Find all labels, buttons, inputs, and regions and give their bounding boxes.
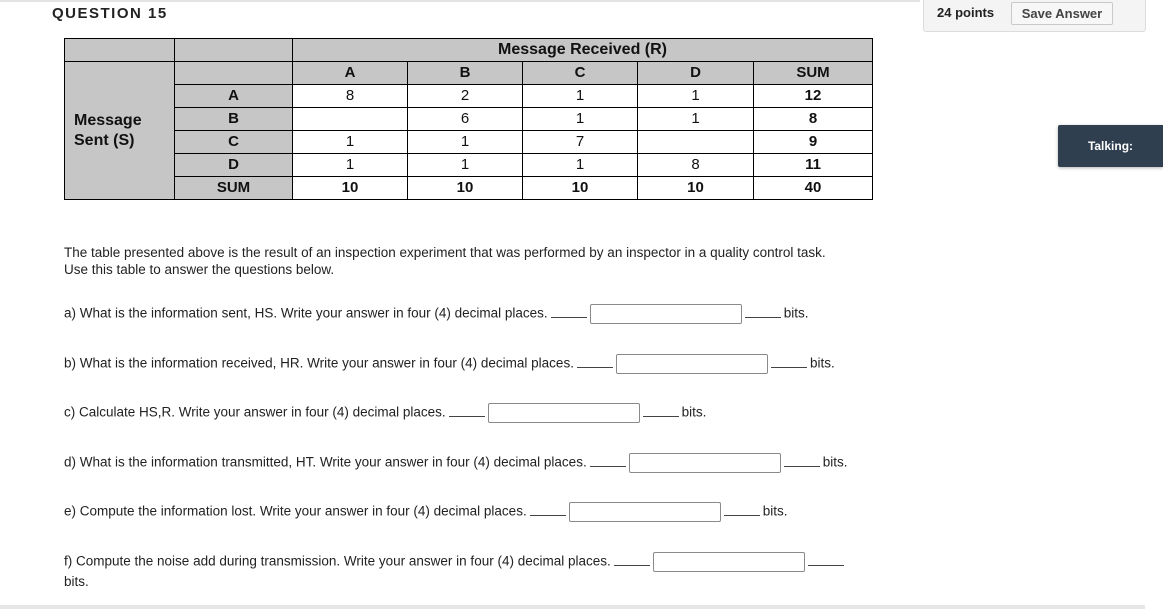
- header-blank: [175, 62, 293, 85]
- answer-f-input[interactable]: [653, 552, 805, 572]
- question-f: [64, 552, 847, 572]
- sum-cell: 11: [754, 154, 873, 177]
- sum-cell: 10: [523, 177, 638, 200]
- table-cell: 1: [638, 85, 754, 108]
- answer-e-input[interactable]: [569, 502, 721, 522]
- answer-c-input[interactable]: [488, 403, 640, 423]
- table-cell: 8: [638, 154, 754, 177]
- table-cell: [638, 131, 754, 154]
- question-a-unit: bits.: [783, 305, 809, 321]
- bottom-divider: [0, 605, 1145, 609]
- question-e: [64, 502, 787, 522]
- confusion-matrix-table: [64, 38, 873, 200]
- instructions: [64, 244, 904, 278]
- question-f-unit-line: [64, 574, 89, 589]
- question-f-text: f) Compute the noise add during transmission. Write your answer in four (4) decimal places.: [64, 553, 611, 569]
- instructions-line1: The table presented above is the result of an inspection experiment that was performed by an inspector in a quality control task.: [64, 245, 826, 260]
- question-c-text: c) Calculate HS,R. Write your answer in four (4) decimal places.: [64, 404, 446, 420]
- answer-b-input[interactable]: [616, 354, 768, 374]
- sum-cell: 9: [754, 131, 873, 154]
- table-cell: [293, 108, 408, 131]
- row-header: SUM: [175, 177, 293, 200]
- row-header: C: [175, 131, 293, 154]
- question-b-unit: bits.: [809, 355, 835, 371]
- row-header: B: [175, 108, 293, 131]
- question-b-text: b) What is the information received, HR. Write your answer in four (4) decimal places.: [64, 355, 574, 371]
- question-points: 24 points: [937, 5, 995, 20]
- table-cell: 1: [638, 108, 754, 131]
- question-c: [64, 403, 706, 423]
- question-d-unit: bits.: [822, 454, 848, 470]
- answer-d-input[interactable]: [629, 453, 781, 473]
- table-cell: 1: [293, 131, 408, 154]
- save-answer-button[interactable]: Save Answer: [1011, 2, 1113, 25]
- sum-cell: 10: [408, 177, 523, 200]
- table-cell: 1: [408, 131, 523, 154]
- col-header: A: [293, 62, 408, 85]
- question-e-unit: bits.: [762, 503, 788, 519]
- col-header: SUM: [754, 62, 873, 85]
- corner-cell: [65, 39, 175, 62]
- received-title: Message Received (R): [293, 39, 873, 62]
- question-title: QUESTION 15: [52, 5, 168, 22]
- question-a: [64, 304, 808, 324]
- row-header: D: [175, 154, 293, 177]
- table-cell: 1: [293, 154, 408, 177]
- question-d-text: d) What is the information transmitted, HT. Write your answer in four (4) decimal places.: [64, 454, 587, 470]
- col-header: B: [408, 62, 523, 85]
- sent-title-line1: Message: [74, 111, 142, 129]
- instructions-line2: Use this table to answer the questions below.: [64, 262, 335, 277]
- col-header: D: [638, 62, 754, 85]
- question-e-text: e) Compute the information lost. Write your answer in four (4) decimal places.: [64, 503, 527, 519]
- talking-panel[interactable]: [1058, 125, 1163, 167]
- sum-cell: 8: [754, 108, 873, 131]
- top-divider: [0, 0, 920, 2]
- question-a-text: a) What is the information sent, HS. Write your answer in four (4) decimal places.: [64, 305, 548, 321]
- question-d: [64, 453, 847, 473]
- row-header: A: [175, 85, 293, 108]
- table-row: [65, 131, 873, 154]
- table-row: [65, 154, 873, 177]
- table-row: [65, 108, 873, 131]
- sum-cell: 12: [754, 85, 873, 108]
- col-header: C: [523, 62, 638, 85]
- sent-title-line2: Sent (S): [74, 131, 135, 149]
- table-cell: 1: [523, 154, 638, 177]
- table-cell: 7: [523, 131, 638, 154]
- sum-cell: 10: [293, 177, 408, 200]
- question-c-unit: bits.: [681, 404, 707, 420]
- table-cell: 1: [523, 85, 638, 108]
- question-f-unit: bits.: [64, 574, 89, 589]
- question-b: [64, 354, 835, 374]
- corner-cell-2: [175, 39, 293, 62]
- sum-cell: 10: [638, 177, 754, 200]
- table-cell: 6: [408, 108, 523, 131]
- answer-a-input[interactable]: [590, 304, 742, 324]
- table-row: [65, 85, 873, 108]
- table-cell: 8: [293, 85, 408, 108]
- talking-label: Talking:: [1087, 139, 1134, 153]
- sum-cell: 40: [754, 177, 873, 200]
- sent-title: [65, 62, 175, 200]
- table-row: [65, 177, 873, 200]
- table-cell: 2: [408, 85, 523, 108]
- table-cell: 1: [523, 108, 638, 131]
- table-cell: 1: [408, 154, 523, 177]
